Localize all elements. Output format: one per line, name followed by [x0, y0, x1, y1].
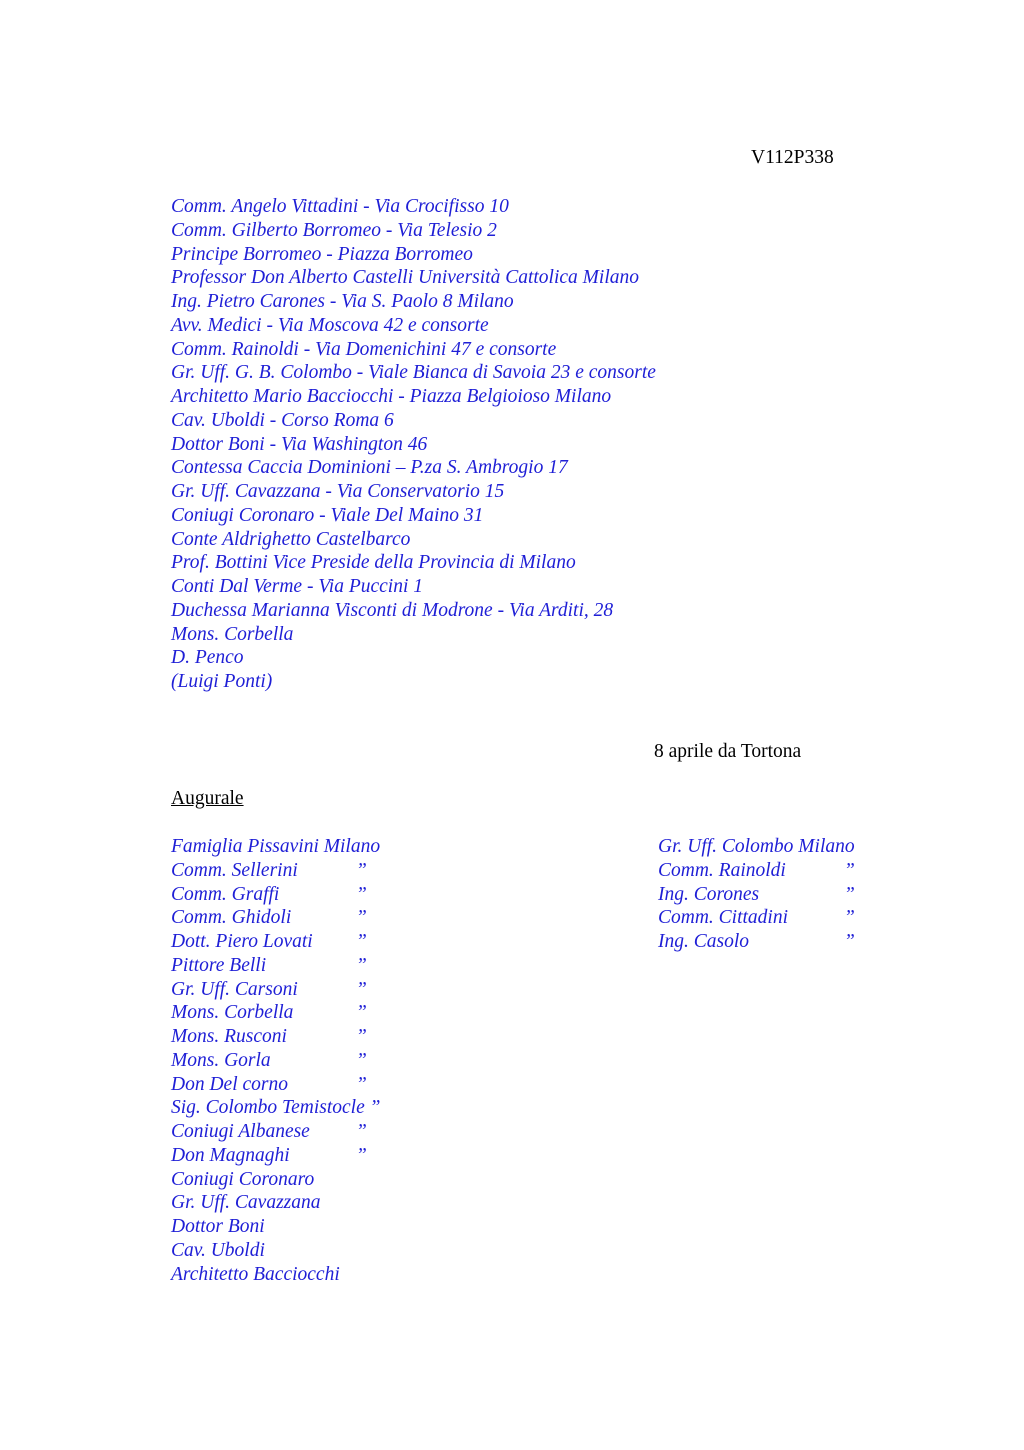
- greeting-name: Sig. Colombo Temistocle: [171, 1097, 365, 1119]
- greeting-entry: [171, 1168, 380, 1192]
- address-list: [171, 195, 656, 694]
- greeting-name: Comm. Ghidoli: [171, 907, 292, 929]
- greeting-name: Ing. Corones: [658, 883, 760, 905]
- address-entry: Cav. Uboldi - Corso Roma 6: [171, 409, 394, 431]
- ditto-mark: ”: [369, 1097, 381, 1119]
- greeting-name: Coniugi Coronaro: [171, 1168, 315, 1190]
- address-entry: (Luigi Ponti): [171, 671, 273, 692]
- greeting-name: Gr. Uff. Colombo Milano: [658, 836, 855, 857]
- ditto-mark: ”: [356, 1002, 367, 1024]
- greeting-entry: [658, 859, 855, 883]
- address-entry: Duchessa Marianna Visconti di Modrone - Via Arditi, 28: [171, 599, 614, 621]
- greeting-list-right: [658, 835, 855, 954]
- ditto-mark: ”: [356, 1026, 367, 1047]
- address-entry: Gr. Uff. Cavazzana - Via Conservatorio 15: [171, 481, 505, 502]
- address-entry: Comm. Rainoldi - Via Domenichini 47 e consorte: [171, 338, 557, 360]
- greeting-name: Comm. Cittadini: [658, 907, 789, 929]
- greeting-name: Coniugi Albanese: [171, 1121, 310, 1142]
- greeting-list-left: [171, 835, 380, 1286]
- ditto-mark: ”: [356, 1121, 367, 1142]
- address-entry: D. Penco: [171, 647, 244, 669]
- greeting-name: Don Magnaghi: [171, 1144, 290, 1166]
- greeting-entry: [171, 930, 380, 954]
- date-line: 8 aprile da Tortona: [654, 741, 802, 762]
- greeting-name: Ing. Casolo: [658, 931, 750, 952]
- ditto-mark: ”: [356, 978, 367, 1000]
- document-code: V112P338: [751, 147, 834, 168]
- address-entry: Avv. Medici - Via Moscova 42 e consorte: [171, 314, 489, 336]
- greeting-name: Famiglia Pissavini Milano: [171, 836, 381, 857]
- greeting-entry: [658, 930, 855, 954]
- greeting-entry: [171, 1120, 380, 1144]
- address-entry: Principe Borromeo - Piazza Borromeo: [171, 243, 473, 265]
- greeting-entry: [171, 1263, 380, 1287]
- ditto-mark: ”: [356, 931, 367, 952]
- greeting-entry: [658, 835, 855, 859]
- greeting-entry: [171, 835, 380, 859]
- address-entry: Ing. Pietro Carones - Via S. Paolo 8 Milano: [171, 291, 514, 312]
- ditto-mark: ”: [356, 907, 367, 929]
- greeting-entry: [171, 1073, 380, 1097]
- greeting-name: Pittore Belli: [171, 954, 267, 976]
- greeting-name: Gr. Uff. Cavazzana: [171, 1192, 321, 1214]
- greeting-entry: [171, 906, 380, 930]
- greeting-name: Don Del corno: [171, 1073, 288, 1095]
- greeting-name: Comm. Rainoldi: [658, 859, 786, 881]
- greeting-name: Dott. Piero Lovati: [171, 931, 313, 952]
- ditto-mark: ”: [356, 859, 367, 881]
- greeting-name: Dottor Boni: [171, 1216, 265, 1237]
- greeting-entry: [171, 1191, 380, 1215]
- greeting-name: Comm. Sellerini: [171, 859, 298, 881]
- address-entry: Conte Aldrighetto Castelbarco: [171, 528, 411, 550]
- greeting-name: Mons. Rusconi: [171, 1026, 287, 1047]
- address-entry: Comm. Gilberto Borromeo - Via Telesio 2: [171, 219, 497, 241]
- ditto-mark: ”: [356, 954, 367, 976]
- greeting-entry: [171, 1144, 380, 1168]
- address-entry: Gr. Uff. G. B. Colombo - Viale Bianca di Savoia 23 e consorte: [171, 362, 656, 384]
- ditto-mark: ”: [844, 883, 855, 905]
- ditto-mark: ”: [844, 859, 855, 881]
- greeting-name: Gr. Uff. Carsoni: [171, 978, 298, 1000]
- greeting-entry: [171, 1239, 380, 1263]
- greeting-entry: [171, 1096, 380, 1120]
- address-entry: Coniugi Coronaro - Viale Del Maino 31: [171, 504, 484, 526]
- ditto-mark: ”: [356, 1049, 367, 1071]
- greeting-name: Mons. Corbella: [171, 1002, 294, 1024]
- ditto-mark: ”: [356, 883, 367, 905]
- greeting-name: Cav. Uboldi: [171, 1239, 265, 1261]
- greeting-entry: [171, 1215, 380, 1239]
- greeting-entry: [658, 883, 855, 907]
- address-entry: Comm. Angelo Vittadini - Via Crocifisso 10: [171, 196, 509, 217]
- greeting-entry: [171, 978, 380, 1002]
- greeting-name: Mons. Gorla: [171, 1049, 271, 1071]
- ditto-mark: ”: [844, 931, 855, 952]
- greeting-entry: [171, 883, 380, 907]
- greeting-name: Architetto Bacciocchi: [171, 1263, 340, 1285]
- greeting-entry: [171, 1049, 380, 1073]
- address-entry: Dottor Boni - Via Washington 46: [171, 433, 428, 455]
- section-title: Augurale: [171, 788, 244, 809]
- ditto-mark: ”: [844, 907, 855, 929]
- ditto-mark: ”: [356, 1144, 367, 1166]
- address-entry: Professor Don Alberto Castelli Università Cattolica Milano: [171, 267, 639, 289]
- ditto-mark: ”: [356, 1073, 367, 1095]
- address-entry: Mons. Corbella: [171, 623, 294, 645]
- greeting-entry: [171, 859, 380, 883]
- greeting-entry: [658, 906, 855, 930]
- greeting-entry: [171, 1001, 380, 1025]
- greeting-name: Comm. Graffi: [171, 883, 280, 905]
- greeting-entry: [171, 1025, 380, 1049]
- address-entry: Prof. Bottini Vice Preside della Provincia di Milano: [171, 552, 576, 574]
- greeting-entry: [171, 954, 380, 978]
- address-entry: Conti Dal Verme - Via Puccini 1: [171, 576, 424, 597]
- address-entry: Contessa Caccia Dominioni – P.za S. Ambrogio 17: [171, 457, 568, 479]
- address-entry: Architetto Mario Bacciocchi - Piazza Belgioioso Milano: [171, 386, 612, 407]
